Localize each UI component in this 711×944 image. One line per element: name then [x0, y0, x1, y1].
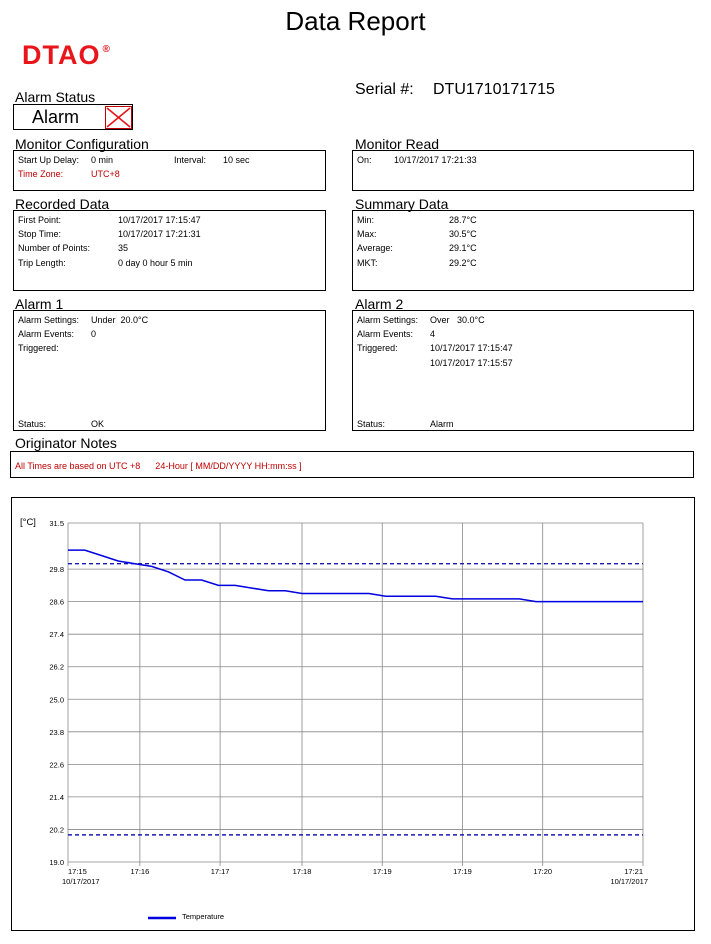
interval-label: Interval:	[174, 155, 207, 165]
x-tick-label: 17:18	[292, 867, 312, 876]
alarm1-settings-label: Alarm Settings:	[18, 315, 80, 325]
notes-box	[10, 451, 694, 478]
first-point-label: First Point:	[18, 215, 62, 225]
start-delay-label: Start Up Delay:	[18, 155, 80, 165]
alarm2-events-label: Alarm Events:	[357, 329, 414, 340]
y-tick-label: 19.0	[49, 858, 64, 867]
start-delay-value: 0 min	[91, 155, 114, 165]
average-value: 29.1°C	[449, 243, 477, 254]
mkt-label: MKT:	[357, 257, 378, 268]
y-tick-label: 31.5	[49, 519, 64, 528]
interval-value: 10 sec	[223, 155, 250, 165]
timezone-value: UTC+8	[91, 169, 120, 180]
y-tick-label: 22.6	[49, 760, 64, 770]
x-tick-date: 10/17/2017	[610, 877, 648, 886]
company-logo	[22, 40, 111, 71]
alarm1-settings-value: Under 20.0°C	[91, 315, 149, 325]
y-axis-label: [°C]	[20, 517, 36, 528]
points-label: Number of Points:	[18, 243, 91, 254]
alarm-status-box	[13, 104, 133, 130]
notes-text: All Times are based on UTC +8 24-Hour [ MM/DD/YYYY HH:mm:ss ]	[15, 461, 302, 471]
average-label: Average:	[357, 243, 393, 254]
x-tick-label: 17:20	[533, 867, 553, 876]
alarm1-events-value: 0	[91, 329, 97, 340]
x-tick-label: 17:17	[210, 867, 230, 876]
min-value: 28.7°C	[449, 215, 477, 225]
chart-frame	[11, 497, 695, 931]
read-on-label: On:	[357, 155, 372, 165]
alarm1-title: Alarm 1	[15, 296, 64, 312]
x-tick-date: 10/17/2017	[62, 877, 100, 886]
alarm2-settings-label: Alarm Settings:	[357, 315, 419, 325]
alarm-status-title: Alarm Status	[15, 89, 96, 105]
alarm-x-icon	[105, 106, 132, 129]
alarm2-triggered-1: 10/17/2017 17:15:47	[430, 343, 513, 354]
x-tick-label: 17:16	[130, 867, 150, 876]
alarm2-events-value: 4	[430, 329, 436, 340]
alarm1-triggered-label: Triggered:	[18, 343, 59, 354]
y-tick-label: 23.8	[49, 727, 64, 737]
alarm2-title: Alarm 2	[355, 296, 404, 312]
alarm2-triggered-label: Triggered:	[357, 343, 398, 354]
y-tick-label: 27.4	[49, 630, 64, 640]
x-tick-label: 17:19	[453, 867, 472, 876]
monitor-read-box	[352, 150, 694, 191]
x-tick-label: 17:21	[624, 867, 643, 876]
recorded-data-title: Recorded Data	[15, 196, 110, 212]
x-tick-label: 17:19	[372, 867, 392, 876]
y-tick-label: 21.4	[49, 792, 64, 802]
points-value: 35	[118, 243, 129, 254]
y-tick-label: 26.2	[49, 662, 64, 672]
temperature-chart	[12, 498, 693, 929]
x-tick-label: 17:15	[68, 867, 87, 876]
legend-label: Temperature	[182, 912, 225, 921]
alarm1-events-label: Alarm Events:	[18, 329, 75, 340]
mkt-value: 29.2°C	[449, 257, 477, 268]
registered-mark: ®	[102, 44, 111, 55]
alarm2-settings-value: Over 30.0°C	[430, 315, 485, 325]
min-label: Min:	[357, 215, 375, 225]
monitor-read-title: Monitor Read	[355, 136, 440, 152]
y-tick-label: 28.6	[49, 597, 64, 607]
trip-length-label: Trip Length:	[18, 257, 66, 268]
monitor-config-title: Monitor Configuration	[15, 136, 149, 152]
y-tick-label: 29.8	[49, 565, 64, 575]
recorded-data-box	[13, 210, 326, 291]
y-tick-label: 25.0	[49, 695, 64, 705]
max-label: Max:	[357, 229, 377, 240]
max-value: 30.5°C	[449, 229, 477, 240]
serial-value: DTU1710171715	[433, 81, 555, 98]
alarm1-box	[13, 310, 326, 431]
y-tick-label: 20.2	[49, 825, 64, 835]
notes-title: Originator Notes	[15, 435, 117, 451]
summary-data-box	[352, 210, 694, 291]
read-on-value: 10/17/2017 17:21:33	[394, 155, 477, 165]
logo-text: DTAO	[22, 40, 101, 70]
page-title: Data Report	[285, 6, 426, 36]
alarm1-status-label: Status:	[18, 419, 47, 429]
first-point-value: 10/17/2017 17:15:47	[118, 215, 201, 225]
trip-length-value: 0 day 0 hour 5 min	[118, 257, 193, 268]
timezone-label: Time Zone:	[18, 169, 64, 180]
alarm2-box	[352, 310, 694, 431]
monitor-config-box	[13, 150, 326, 191]
temperature-series-line	[68, 550, 643, 602]
stop-time-label: Stop Time:	[18, 229, 62, 240]
summary-data-title: Summary Data	[355, 196, 449, 212]
serial-number	[355, 81, 555, 99]
alarm-status-value: Alarm	[32, 107, 80, 127]
stop-time-value: 10/17/2017 17:21:31	[118, 229, 201, 240]
alarm2-triggered-2: 10/17/2017 17:15:57	[430, 357, 513, 368]
alarm2-status-value: Alarm	[430, 419, 454, 429]
serial-label: Serial #:	[355, 81, 414, 98]
alarm2-status-label: Status:	[357, 419, 386, 429]
alarm1-status-value: OK	[91, 419, 105, 429]
